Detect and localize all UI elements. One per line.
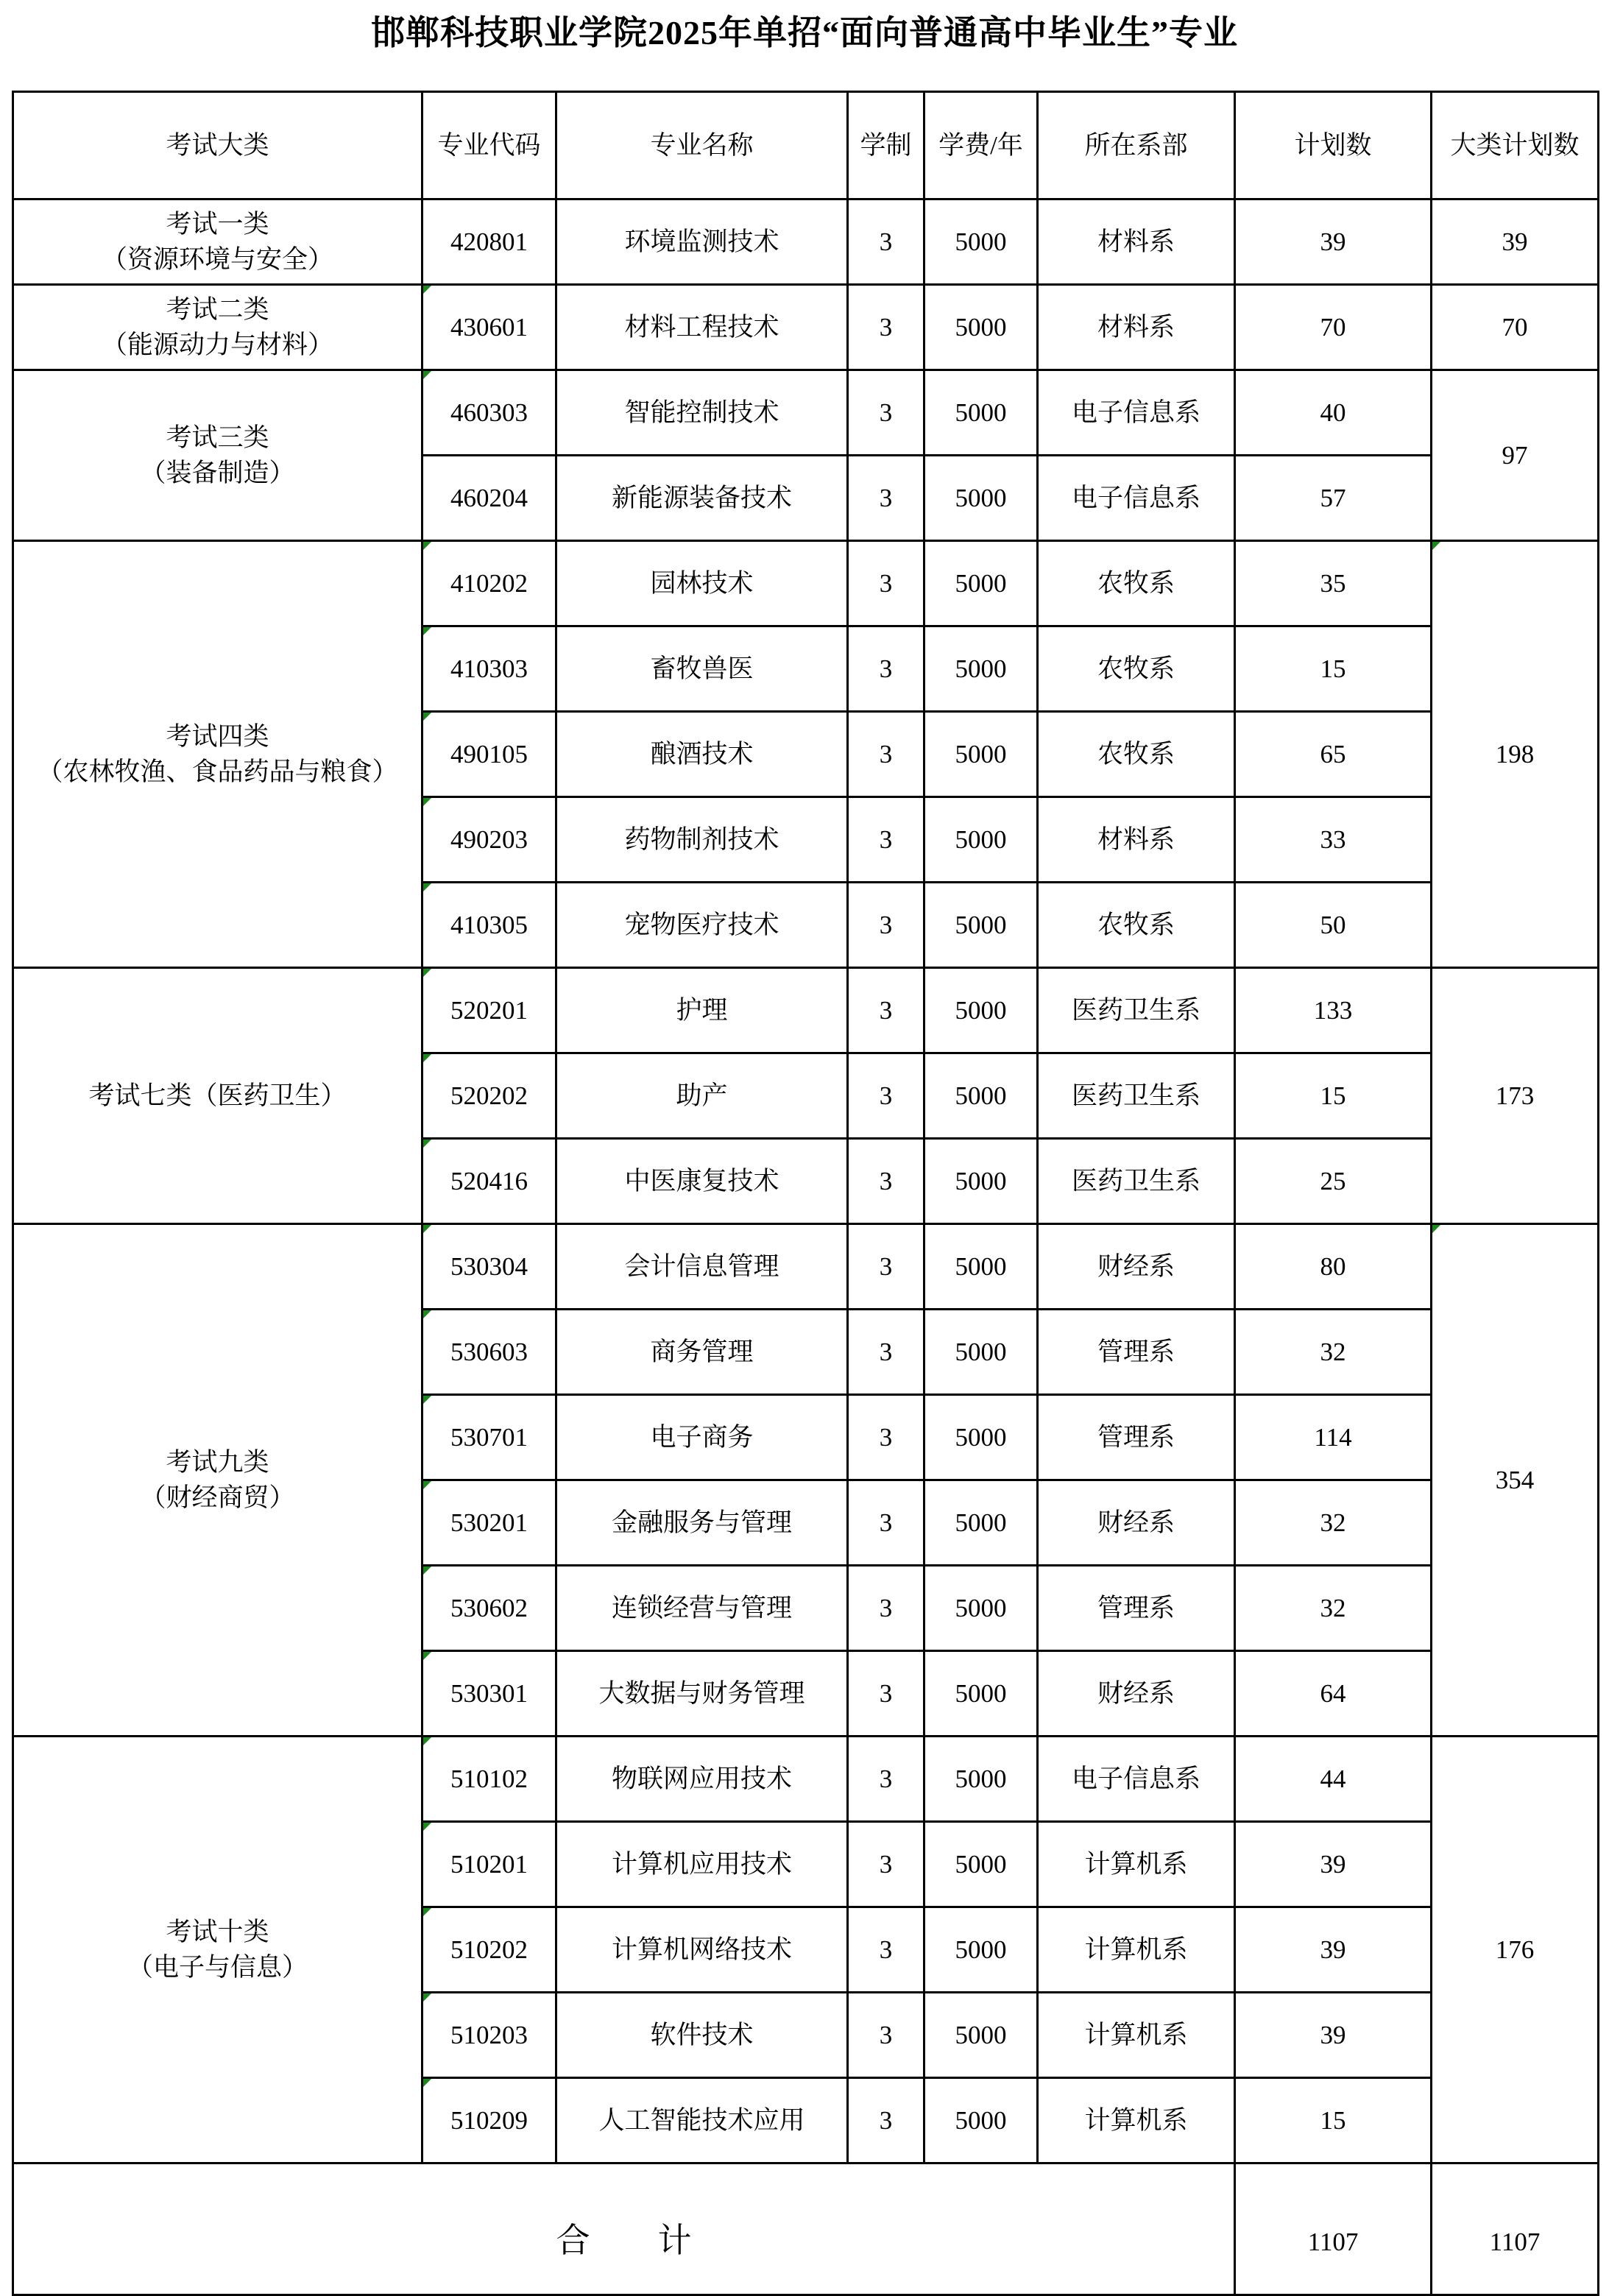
category-plan-cell: 354: [1432, 1224, 1599, 1737]
name-cell: 新能源装备技术: [556, 456, 848, 541]
category-line2: （财经商贸）: [140, 1483, 295, 1512]
dept-cell: 管理系: [1038, 1310, 1235, 1395]
code-cell: 530603: [422, 1310, 556, 1395]
years-cell: 3: [848, 626, 924, 712]
name-cell: 护理: [556, 968, 848, 1053]
fee-cell: 5000: [924, 370, 1038, 456]
years-cell: 3: [848, 883, 924, 968]
code-cell: 410305: [422, 883, 556, 968]
fee-cell: 5000: [924, 199, 1038, 285]
table-row: [13, 1224, 1599, 1310]
years-cell: 3: [848, 1224, 924, 1310]
years-cell: 3: [848, 285, 924, 370]
category-line2: （资源环境与安全）: [101, 244, 333, 274]
fee-cell: 5000: [924, 1395, 1038, 1480]
total-plan-cell: 1107: [1235, 2163, 1432, 2295]
plan-cell: 39: [1235, 1993, 1432, 2078]
table-row: [13, 370, 1599, 456]
total-row: [13, 2163, 1599, 2295]
code-cell: 510102: [422, 1737, 556, 1822]
fee-cell: 5000: [924, 968, 1038, 1053]
category-line1: 考试十类: [166, 1917, 269, 1946]
total-label: 合 计: [556, 2222, 692, 2259]
dept-cell: 财经系: [1038, 1651, 1235, 1737]
fee-cell: 5000: [924, 1566, 1038, 1651]
name-cell: 计算机应用技术: [556, 1822, 848, 1907]
fee-cell: 5000: [924, 2078, 1038, 2163]
header-years: 学制: [848, 92, 924, 199]
category-line2: （能源动力与材料）: [101, 330, 333, 359]
plan-cell: 80: [1235, 1224, 1432, 1310]
plan-cell: 33: [1235, 797, 1432, 883]
code-cell: 530701: [422, 1395, 556, 1480]
code-cell: 510202: [422, 1907, 556, 1993]
header-code: 专业代码: [422, 92, 556, 199]
category-line1: 考试四类: [166, 721, 269, 751]
name-cell: 电子商务: [556, 1395, 848, 1480]
fee-cell: 5000: [924, 456, 1038, 541]
name-cell: 金融服务与管理: [556, 1480, 848, 1566]
plan-cell: 70: [1235, 285, 1432, 370]
years-cell: 3: [848, 199, 924, 285]
fee-cell: 5000: [924, 883, 1038, 968]
code-cell: 530201: [422, 1480, 556, 1566]
name-cell: 计算机网络技术: [556, 1907, 848, 1993]
dept-cell: 计算机系: [1038, 1993, 1235, 2078]
name-cell: 助产: [556, 1053, 848, 1139]
category-line2: （装备制造）: [140, 458, 295, 487]
code-cell: 520416: [422, 1139, 556, 1224]
code-cell: 420801: [422, 199, 556, 285]
name-cell: 药物制剂技术: [556, 797, 848, 883]
category-line1: 考试七类（医药卫生）: [88, 1081, 347, 1110]
fee-cell: 5000: [924, 1737, 1038, 1822]
code-cell: 530304: [422, 1224, 556, 1310]
dept-cell: 管理系: [1038, 1395, 1235, 1480]
plan-cell: 65: [1235, 712, 1432, 797]
category-cell: [13, 968, 422, 1224]
years-cell: 3: [848, 1822, 924, 1907]
category-plan-cell: 176: [1432, 1737, 1599, 2163]
code-cell: 490105: [422, 712, 556, 797]
code-cell: 490203: [422, 797, 556, 883]
fee-cell: 5000: [924, 1993, 1038, 2078]
name-cell: 智能控制技术: [556, 370, 848, 456]
enrollment-plan-table: [12, 91, 1599, 2296]
dept-cell: 农牧系: [1038, 883, 1235, 968]
name-cell: 商务管理: [556, 1310, 848, 1395]
code-cell: 520202: [422, 1053, 556, 1139]
plan-cell: 40: [1235, 370, 1432, 456]
code-cell: 510209: [422, 2078, 556, 2163]
category-cell: [13, 199, 422, 285]
table-row: [13, 285, 1599, 370]
category-cell: [13, 541, 422, 968]
dept-cell: 电子信息系: [1038, 456, 1235, 541]
header-fee: 学费/年: [924, 92, 1038, 199]
fee-cell: 5000: [924, 1907, 1038, 1993]
fee-cell: 5000: [924, 1053, 1038, 1139]
category-line1: 考试三类: [166, 423, 269, 452]
category-line2: （农林牧渔、食品药品与粮食）: [37, 757, 398, 786]
category-plan-cell: 70: [1432, 285, 1599, 370]
plan-cell: 15: [1235, 1053, 1432, 1139]
category-plan-cell: 97: [1432, 370, 1599, 541]
table-row: [13, 968, 1599, 1053]
header-plan: 计划数: [1235, 92, 1432, 199]
category-plan-cell: 39: [1432, 199, 1599, 285]
table-row: [13, 1737, 1599, 1822]
table-header-row: [13, 92, 1599, 199]
dept-cell: 计算机系: [1038, 1822, 1235, 1907]
name-cell: 物联网应用技术: [556, 1737, 848, 1822]
code-cell: 520201: [422, 968, 556, 1053]
code-cell: 530301: [422, 1651, 556, 1737]
code-cell: 430601: [422, 285, 556, 370]
fee-cell: 5000: [924, 285, 1038, 370]
years-cell: 3: [848, 1139, 924, 1224]
name-cell: 会计信息管理: [556, 1224, 848, 1310]
dept-cell: 计算机系: [1038, 1907, 1235, 1993]
plan-cell: 39: [1235, 199, 1432, 285]
code-cell: 530602: [422, 1566, 556, 1651]
dept-cell: 电子信息系: [1038, 1737, 1235, 1822]
fee-cell: 5000: [924, 1651, 1038, 1737]
table-row: [13, 541, 1599, 626]
category-plan-cell: 173: [1432, 968, 1599, 1224]
category-line1: 考试二类: [166, 294, 269, 324]
fee-cell: 5000: [924, 1480, 1038, 1566]
fee-cell: 5000: [924, 1139, 1038, 1224]
years-cell: 3: [848, 1993, 924, 2078]
dept-cell: 农牧系: [1038, 712, 1235, 797]
fee-cell: 5000: [924, 626, 1038, 712]
name-cell: 宠物医疗技术: [556, 883, 848, 968]
name-cell: 环境监测技术: [556, 199, 848, 285]
category-cell: [13, 285, 422, 370]
code-cell: 460303: [422, 370, 556, 456]
plan-cell: 39: [1235, 1907, 1432, 1993]
category-cell: [13, 370, 422, 541]
category-cell: [13, 1737, 422, 2163]
plan-cell: 64: [1235, 1651, 1432, 1737]
plan-cell: 15: [1235, 626, 1432, 712]
dept-cell: 农牧系: [1038, 626, 1235, 712]
name-cell: 大数据与财务管理: [556, 1651, 848, 1737]
header-category-plan: 大类计划数: [1432, 92, 1599, 199]
plan-cell: 39: [1235, 1822, 1432, 1907]
plan-cell: 50: [1235, 883, 1432, 968]
category-cell: [13, 1224, 422, 1737]
fee-cell: 5000: [924, 1822, 1038, 1907]
plan-cell: 35: [1235, 541, 1432, 626]
code-cell: 410202: [422, 541, 556, 626]
plan-cell: 32: [1235, 1566, 1432, 1651]
plan-cell: 32: [1235, 1310, 1432, 1395]
name-cell: 畜牧兽医: [556, 626, 848, 712]
name-cell: 中医康复技术: [556, 1139, 848, 1224]
header-dept: 所在系部: [1038, 92, 1235, 199]
dept-cell: 财经系: [1038, 1224, 1235, 1310]
fee-cell: 5000: [924, 712, 1038, 797]
years-cell: 3: [848, 1651, 924, 1737]
plan-cell: 114: [1235, 1395, 1432, 1480]
plan-cell: 57: [1235, 456, 1432, 541]
header-category: 考试大类: [13, 92, 422, 199]
name-cell: 酿酒技术: [556, 712, 848, 797]
years-cell: 3: [848, 1907, 924, 1993]
years-cell: 3: [848, 1480, 924, 1566]
fee-cell: 5000: [924, 1310, 1038, 1395]
plan-cell: 25: [1235, 1139, 1432, 1224]
dept-cell: 材料系: [1038, 199, 1235, 285]
header-name: 专业名称: [556, 92, 848, 199]
years-cell: 3: [848, 370, 924, 456]
category-line1: 考试九类: [166, 1447, 269, 1477]
years-cell: 3: [848, 712, 924, 797]
table-row: [13, 199, 1599, 285]
total-category-plan-cell: 1107: [1432, 2163, 1599, 2295]
fee-cell: 5000: [924, 1224, 1038, 1310]
page-title: 邯郸科技职业学院2025年单招“面向普通高中毕业生”专业: [371, 14, 1238, 52]
plan-cell: 32: [1235, 1480, 1432, 1566]
category-plan-cell: 198: [1432, 541, 1599, 968]
years-cell: 3: [848, 541, 924, 626]
fee-cell: 5000: [924, 541, 1038, 626]
name-cell: 连锁经营与管理: [556, 1566, 848, 1651]
years-cell: 3: [848, 797, 924, 883]
category-line2: （电子与信息）: [127, 1952, 308, 1982]
dept-cell: 财经系: [1038, 1480, 1235, 1566]
name-cell: 材料工程技术: [556, 285, 848, 370]
dept-cell: 电子信息系: [1038, 370, 1235, 456]
years-cell: 3: [848, 1737, 924, 1822]
years-cell: 3: [848, 1566, 924, 1651]
name-cell: 园林技术: [556, 541, 848, 626]
code-cell: 460204: [422, 456, 556, 541]
plan-cell: 44: [1235, 1737, 1432, 1822]
dept-cell: 材料系: [1038, 797, 1235, 883]
years-cell: 3: [848, 1310, 924, 1395]
total-label-cell: [13, 2163, 1235, 2295]
fee-cell: 5000: [924, 797, 1038, 883]
dept-cell: 材料系: [1038, 285, 1235, 370]
years-cell: 3: [848, 2078, 924, 2163]
dept-cell: 医药卫生系: [1038, 1139, 1235, 1224]
dept-cell: 农牧系: [1038, 541, 1235, 626]
code-cell: 410303: [422, 626, 556, 712]
dept-cell: 计算机系: [1038, 2078, 1235, 2163]
years-cell: 3: [848, 1395, 924, 1480]
plan-cell: 15: [1235, 2078, 1432, 2163]
name-cell: 人工智能技术应用: [556, 2078, 848, 2163]
dept-cell: 管理系: [1038, 1566, 1235, 1651]
dept-cell: 医药卫生系: [1038, 968, 1235, 1053]
code-cell: 510203: [422, 1993, 556, 2078]
category-line1: 考试一类: [166, 209, 269, 239]
years-cell: 3: [848, 1053, 924, 1139]
dept-cell: 医药卫生系: [1038, 1053, 1235, 1139]
plan-cell: 133: [1235, 968, 1432, 1053]
name-cell: 软件技术: [556, 1993, 848, 2078]
code-cell: 510201: [422, 1822, 556, 1907]
years-cell: 3: [848, 968, 924, 1053]
years-cell: 3: [848, 456, 924, 541]
